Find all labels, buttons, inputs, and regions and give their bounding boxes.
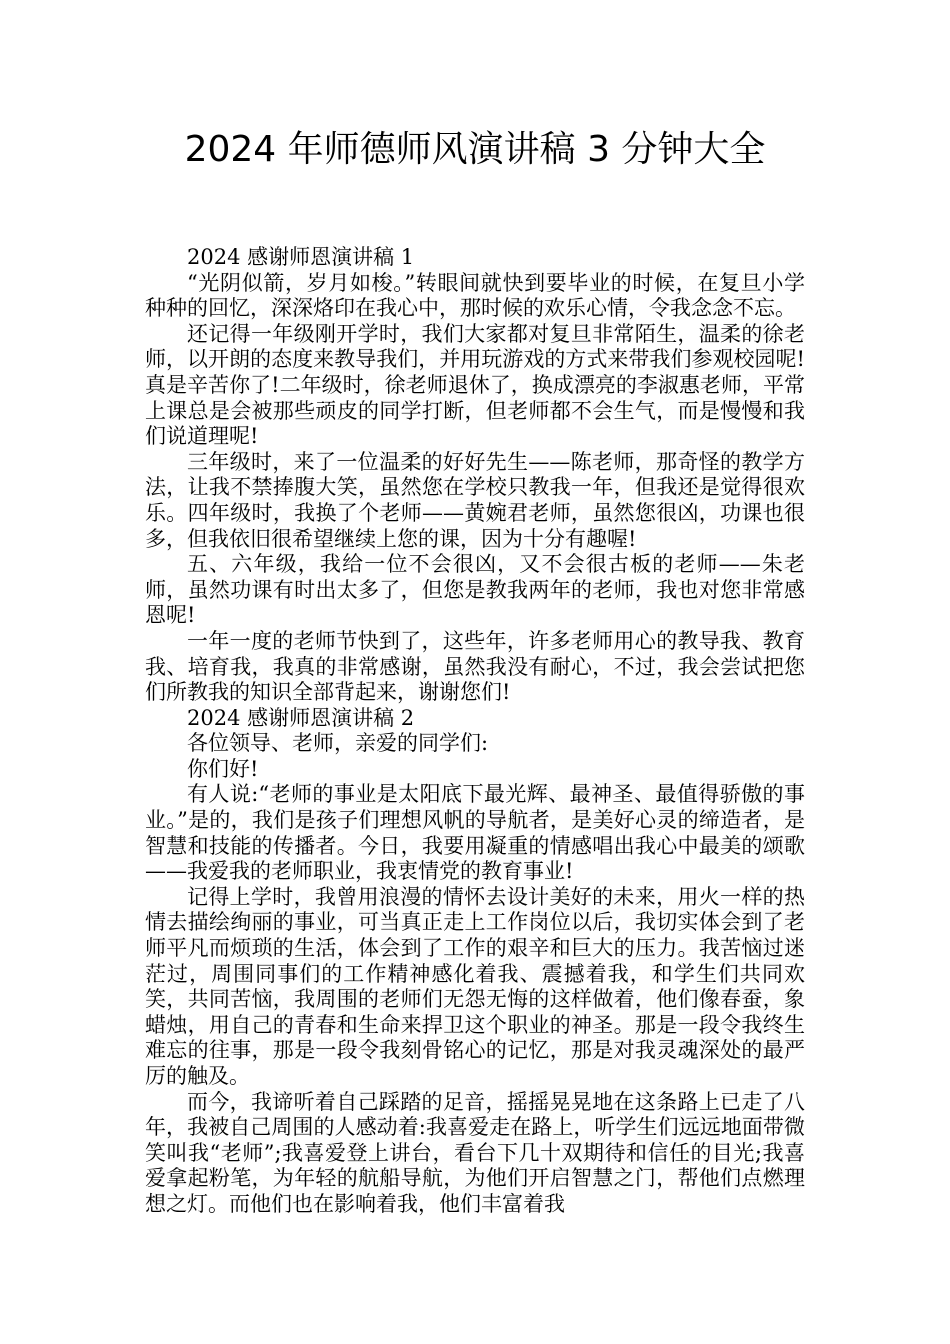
paragraph: 记得上学时，我曾用浪漫的情怀去设计美好的未来，用火一样的热情去描绘绚丽的事业，可当真正走上工作岗位以后，我切实体会到了老师平凡而烦琐的生活，体会到了工作的艰辛和巨大的压力。我苦恼过迷茫过，周围同事们的工作精神感化着我、震撼着我，和学生们共同欢笑，共同苦恼，我周围的老师们无怨无悔的这样做着，他们像春蚕，象蜡烛，用自己的青春和生命来捍卫这个职业的神圣。那是一段令我终生难忘的往事，那是一段令我刻骨铭心的记忆，那是对我灵魂深处的最严厉的触及。 [145, 884, 805, 1088]
section-heading-2: 2024 感谢师恩演讲稿 2 [187, 705, 415, 730]
paragraph: 有人说:“老师的事业是太阳底下最光辉、最神圣、最值得骄傲的事业。”是的，我们是孩子们理想风帆的导航者，是美好心灵的缔造者，是智慧和技能的传播者。今日，我要用凝重的情感唱出我心中最美的颂歌——我爱我的老师职业，我衷情党的教育事业! [145, 782, 805, 884]
paragraph: 而今，我谛听着自己踩踏的足音，摇摇晃晃地在这条路上已走了八年，我被自己周围的人感动着:我喜爱走在路上，听学生们远远地面带微笑叫我“老师”;我喜爱登上讲台，看台下几十双期待和信任的目光;我喜爱拿起粉笔，为年轻的航船导航，为他们开启智慧之门，帮他们点燃理想之灯。而他们也在影响着我，他们丰富着我 [145, 1089, 805, 1216]
paragraph: 还记得一年级刚开学时，我们大家都对复旦非常陌生，温柔的徐老师，以开朗的态度来教导我们，并用玩游戏的方式来带我们参观校园呢!真是辛苦你了!二年级时，徐老师退休了，换成漂亮的李淑惠老师，平常上课总是会被那些顽皮的同学打断，但老师都不会生气，而是慢慢和我们说道理呢! [145, 321, 805, 449]
paragraph: 一年一度的老师节快到了，这些年，许多老师用心的教导我、教育我、培育我，我真的非常感谢，虽然我没有耐心，不过，我会尝试把您们所教我的知识全部背起来，谢谢您们! [145, 628, 805, 705]
paragraph: “光阴似箭，岁月如梭。”转眼间就快到要毕业的时候，在复旦小学种种的回忆，深深烙印在我心中，那时候的欢乐心情，令我念念不忘。 [145, 270, 805, 321]
greeting: 你们好! [187, 756, 259, 781]
paragraph: 三年级时，来了一位温柔的好好先生——陈老师，那奇怪的教学方法，让我不禁捧腹大笑，虽然您在学校只教我一年，但我还是觉得很欢乐。四年级时，我换了个老师——黄婉君老师，虽然您很凶，功课也很多，但我依旧很希望继续上您的课，因为十分有趣喔! [145, 449, 805, 551]
salutation: 各位领导、老师，亲爱的同学们: [187, 731, 489, 756]
paragraph: 五、六年级，我给一位不会很凶，又不会很古板的老师——朱老师，虽然功课有时出太多了，但您是教我两年的老师，我也对您非常感恩呢! [145, 552, 805, 628]
section-heading-1: 2024 感谢师恩演讲稿 1 [187, 245, 415, 269]
document-body [145, 245, 805, 1218]
document-title: 2024 年师德师风演讲稿 3 分钟大全 [184, 129, 766, 170]
